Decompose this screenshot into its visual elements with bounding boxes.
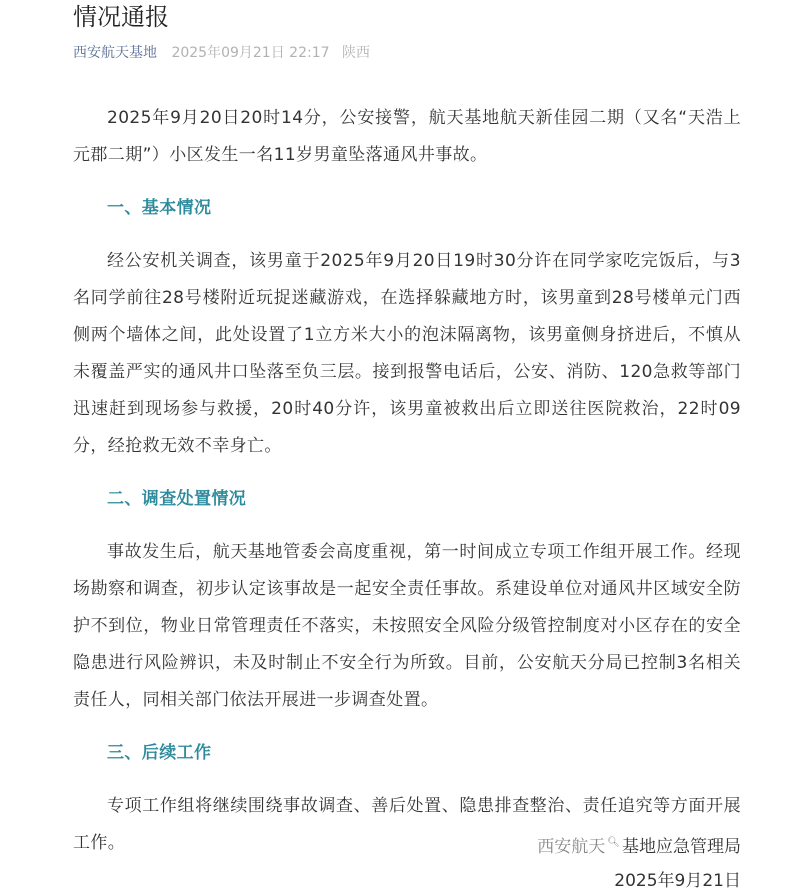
publish-datetime: 2025年09月21日 22:17 <box>171 45 330 61</box>
article-meta <box>73 42 370 64</box>
article-title: 情况通报 <box>73 3 169 31</box>
signature-org <box>537 832 741 857</box>
section-paragraph-basic: 经公安机关调查，该男童于2025年9月20日19时30分许在同学家吃完饭后，与3名同学前往28号楼附近玩捉迷藏游戏，在选择躲藏地方时，该男童到28号楼单元门西侧两个墙体之间，此处设置了1立方米大小的泡沫隔离物，该男童侧身挤进后，不慎从未覆盖严实的通风井口坠落至负三层。接到报警电话后，公安、消防、120急救等部门迅速赶到现场参与救援，20时40分许，该男童被救出后立即送往医院救治，22时09分，经抢救无效不幸身亡。 <box>73 251 741 456</box>
author-link[interactable]: 西安航天基地 <box>73 45 157 61</box>
article-body <box>73 100 741 862</box>
section-heading-basic: 一、基本情况 <box>107 198 212 218</box>
section-heading-followup: 三、后续工作 <box>107 743 212 763</box>
intro-paragraph: 2025年9月20日20时14分，公安接警，航天基地航天新佳园二期（又名“天浩上元郡二期”）小区发生一名11岁男童坠落通风井事故。 <box>73 108 741 165</box>
section-paragraph-investigation: 事故发生后，航天基地管委会高度重视，第一时间成立专项工作组开展工作。经现场勘察和调查，初步认定该事故是一起安全责任事故。系建设单位对通风井区域安全防护不到位，物业日常管理责任不落实，未按照安全风险分级管控制度对小区存在的安全隐患进行风险辨识，未及时制止不安全行为所致。目前，公安航天分局已控制3名相关责任人，同相关部门依法开展进一步调查处置。 <box>73 542 741 710</box>
signature-date: 2025年9月21日 <box>614 871 741 891</box>
org-name-rest: 基地应急管理局 <box>622 837 741 857</box>
search-icon[interactable]: 🔍︎ <box>607 837 620 849</box>
org-search-link[interactable]: 西安航天 <box>537 837 606 857</box>
publish-location: 陕西 <box>341 45 370 61</box>
section-paragraph-followup: 专项工作组将继续围绕事故调查、善后处置、隐患排查整治、责任追究等方面开展工作。 <box>73 796 741 853</box>
section-heading-investigation: 二、调查处置情况 <box>107 489 247 509</box>
